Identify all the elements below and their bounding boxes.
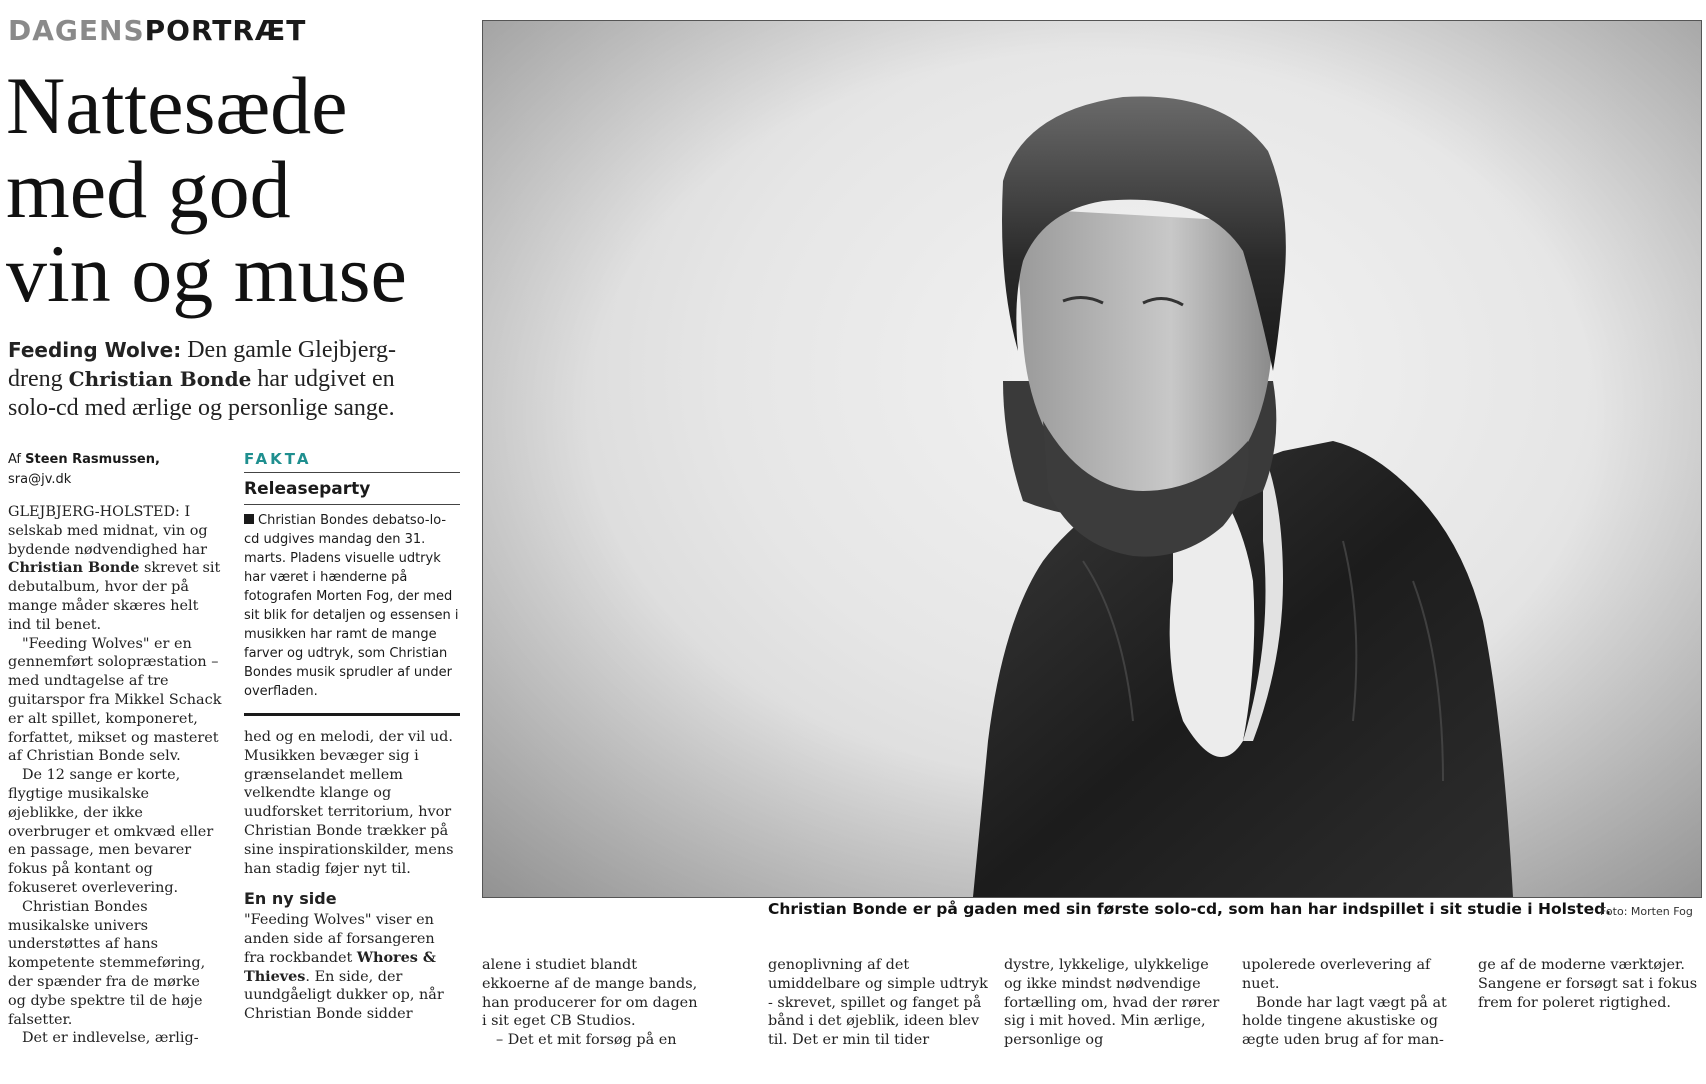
text-run: GLEJBJERG-HOLSTED: I selskab med midnat, vin og bydende nødvendighed har	[8, 504, 208, 558]
paragraph: genoplivning af det umiddelbare og simple udtryk - skrevet, spillet og fanget på bånd i det øjeblik, ideen blev til. Det er min til tider	[768, 957, 988, 1049]
article-column-5	[1004, 956, 1224, 1050]
headline-line-1: Nattesæde	[6, 60, 348, 151]
paragraph	[244, 911, 458, 1024]
person-name: Christian Bonde	[8, 559, 140, 577]
article-column-2	[244, 728, 458, 1024]
article-column-3	[482, 956, 702, 1050]
deck-text-1: Den gamle Glejbjerg-dreng	[8, 337, 397, 392]
byline-email: sra@jv.dk	[8, 472, 72, 487]
text-run: skrevet sit debutalbum, hvor der på mange måder skæres helt ind til benet.	[8, 560, 221, 633]
paragraph: hed og en melodi, der vil ud. Musikken bevæger sig i grænselandet mellem velkendte klange og uudforsket territorium, hvor Christian Bonde trækker på sine inspirationskilder, mens han stadig føjer nyt til.	[244, 729, 454, 877]
fakta-box	[244, 450, 460, 716]
paragraph	[8, 503, 222, 635]
paragraph: Bonde har lagt vægt på at holde tingene akustiske og ægte uden brug af for man-	[1242, 994, 1447, 1049]
paragraph: dystre, lykkelige, ulykkelige og ikke mindst nødvendige fortælling om, hvad der rører sig i mit hoved. Min ærlige, personlige og	[1004, 957, 1220, 1049]
byline-prefix: Af	[8, 452, 26, 467]
article-column-4	[768, 956, 990, 1050]
headline	[6, 60, 466, 319]
fakta-text-block	[244, 511, 460, 701]
article-column-1	[8, 503, 222, 1048]
paragraph: "Feeding Wolves" er en gennemført solopræstation – med undtagelse af tre guitarspor fra Mikkel Schack er alt spillet, komponeret, forfattet, mikset og masteret af Christian Bonde selv.	[8, 635, 222, 765]
byline	[8, 450, 228, 490]
deck	[8, 336, 448, 423]
deck-name: Christian Bonde	[68, 367, 252, 391]
kicker-part1: DAGENS	[8, 14, 145, 47]
paragraph: upolerede overlevering af nuet.	[1242, 957, 1431, 992]
band-name: Whores & Thieves	[244, 948, 436, 985]
fakta-bottom-rule	[244, 713, 460, 716]
byline-author: Steen Rasmussen,	[25, 452, 160, 467]
article-column-6	[1242, 956, 1460, 1050]
paragraph: Det er indlevelse, ærlig-	[22, 1030, 199, 1047]
fakta-label: FAKTA	[244, 450, 312, 468]
paragraph: De 12 sange er korte, flygtige musikalske øjeblikke, der ikke overbruger et omkvæd eller en passage, men bevarer fokus på kontant og fokuseret overlevering.	[8, 767, 214, 896]
photo-caption: Christian Bonde er på gaden med sin første solo-cd, som han har indspillet i sit studie i Holsted.	[768, 900, 1612, 918]
text-run: "Feeding Wolves" viser en anden side af forsangeren fra rockbandet	[244, 912, 435, 966]
article-column-7	[1478, 956, 1698, 1012]
kicker-part2: PORTRÆT	[144, 14, 307, 47]
divider	[244, 472, 460, 473]
headline-line-3: vin og muse	[6, 228, 407, 319]
portrait-illustration	[483, 21, 1701, 897]
section-kicker	[8, 14, 306, 47]
divider	[244, 504, 460, 505]
bullet-square-icon	[244, 514, 254, 524]
text-run: . En side, der uundgåeligt dukker op, når Christian Bonde sidder	[244, 968, 444, 1023]
deck-text-2: har udgivet en solo-cd med ærlige og personlige sange.	[8, 366, 395, 421]
deck-lead: Feeding Wolve:	[8, 338, 182, 362]
paragraph: alene i studiet blandt ekkoerne af de mange bands, han producerer for om dagen i sit eget CB Studios.	[482, 957, 698, 1030]
paragraph: – Det et mit forsøg på en	[496, 1032, 677, 1049]
paragraph: Christian Bondes musikalske univers understøttes af hans kompetente stemmeføring, der spænder fra de mørke og dybe spektre til de høje falsetter.	[8, 898, 206, 1028]
fakta-text: Christian Bondes debatso-lo-cd udgives mandag den 31. marts. Pladens visuelle udtryk har været i hænderne på fotografen Morten Fog, der med sit blik for detaljen og essensen i musikken har ramt de mange farver og udtryk, som Christian Bondes musik sprudler af under overfladen.	[244, 513, 459, 699]
photo-credit: Foto: Morten Fog	[1600, 905, 1693, 918]
paragraph: ge af de moderne værktøjer. Sangene er forsøgt sat i fokus frem for poleret rigtighed.	[1478, 957, 1698, 1011]
headline-line-2: med god	[6, 144, 291, 235]
fakta-title: Releaseparty	[244, 479, 371, 499]
subheading: En ny side	[244, 889, 337, 909]
portrait-photo	[482, 20, 1702, 898]
